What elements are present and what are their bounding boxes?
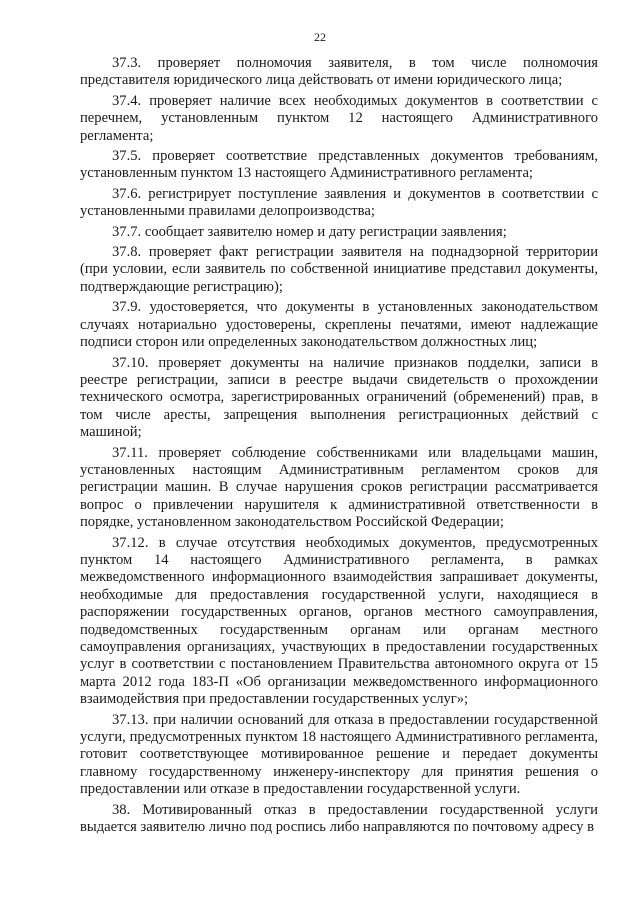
paragraph-37-10: 37.10. проверяет документы на наличие признаков подделки, записи в реестре регистрации, записи в реестре выдачи свидетельств о прохождении технического осмотра, зарегистрированных ограничений (обременений) прав, в том числе аресты, запрещения выполнения регистрационных действий с машиной; [80,354,598,441]
paragraph-37-7: 37.7. сообщает заявителю номер и дату регистрации заявления; [112,223,507,240]
paragraph-37-5: 37.5. проверяет соответствие представленных документов требованиям, установленным пунктом 13 настоящего Административного регламента; [80,148,598,182]
paragraph-37-9: 37.9. удостоверяется, что документы в установленных законодательством случаях нотариально удостоверены, скреплены печатями, имеют надлежащие подписи сторон или определенных законодательством должностных лиц; [80,299,598,351]
paragraph-38: 38. Мотивированный отказ в предоставлении государственной услуги выдается заявителю лично под роспись либо направляются по почтовому адресу в [80,801,598,836]
document-body [80,55,598,836]
paragraph-37-6: 37.6. регистрирует поступление заявления и документов в соответствии с установленными правилами делопроизводства; [80,185,598,220]
paragraph-37-13: 37.13. при наличии оснований для отказа в предоставлении государственной услуги, предусмотренных пунктом 18 настоящего Административного регламента, готовит соответствующее мотивированное решение и передает документы главному государственному инженеру-инспектору для принятия решения о предоставлении или отказе в предоставлении государственной услуги. [80,711,598,798]
paragraph-37-3: 37.3. проверяет полномочия заявителя, в том числе полномочия представителя юридического лица действовать от имени юридического лица; [80,55,598,89]
paragraph-37-8: 37.8. проверяет факт регистрации заявителя на поднадзорной территории (при условии, если заявитель по собственной инициативе представил документы, подтверждающие регистрацию); [80,244,598,295]
page-number: 22 [314,30,326,44]
paragraph-37-12: 37.12. в случае отсутствия необходимых документов, предусмотренных пунктом 14 настоящего Административного регламента, в рамках межведомственного информационного взаимодействия запрашивает документы, необходимые для предоставления государственной услуги, находящиеся в распоряжении государственных органов, органов местного самоуправления, подведомственных государственным органам или органам местного самоуправления организациях, участвующих в предоставлении государственных услуг в соответствии с постановлением Правительства автономного округа от 15 марта 2012 года 183-П «Об организации межведомственного информационного взаимодействия при предоставлении государственных услуг»; [80,534,598,708]
paragraph-37-11: 37.11. проверяет соблюдение собственниками или владельцами машин, установленных настоящим Административным регламентом сроков для регистрации машин. В случае нарушения сроков регистрации рассматривается вопрос о привлечении нарушителя к административной ответственности в порядке, установленном законодательством Российской Федерации; [80,444,598,531]
paragraph-37-4: 37.4. проверяет наличие всех необходимых документов в соответствии с перечнем, установленным пунктом 12 настоящего Административного регламента; [80,92,598,144]
